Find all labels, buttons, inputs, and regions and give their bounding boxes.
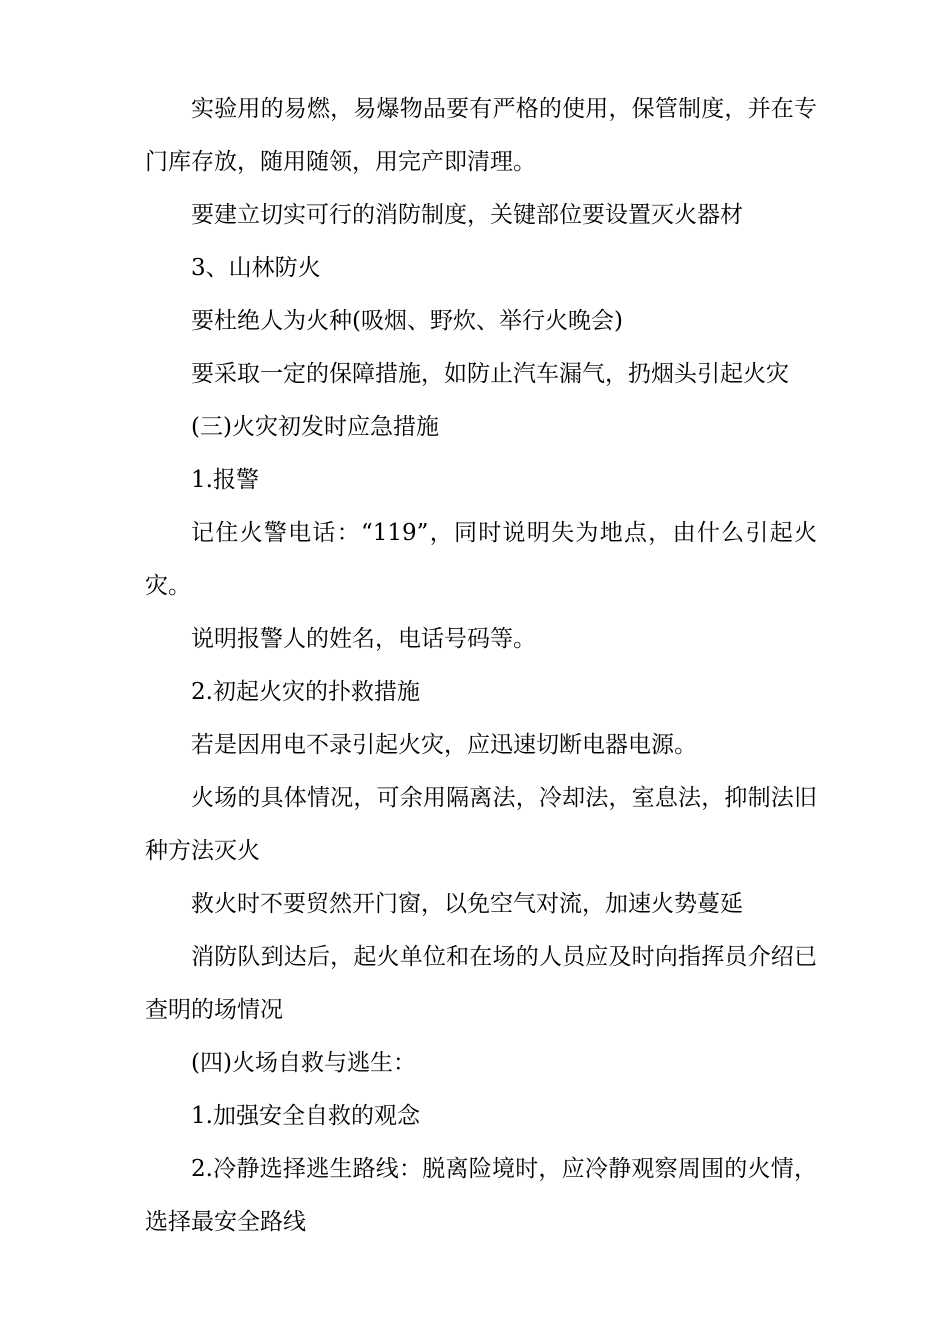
paragraph: 要建立切实可行的消防制度，关键部位要设置灭火器材 — [191, 202, 743, 228]
section-heading: (三)火灾初发时应急措施 — [191, 414, 439, 440]
subsection-heading: 1.加强安全自救的观念 — [191, 1103, 420, 1129]
paragraph: 2.冷静选择逃生路线：脱离险境时，应冷静观察周围的火情，选择最安全路线 — [145, 1156, 817, 1235]
document-page — [145, 83, 817, 1249]
paragraph: 说明报警人的姓名，电话号码等。 — [191, 626, 536, 652]
paragraph: 消防队到达后，起火单位和在场的人员应及时向指挥员介绍已查明的场情况 — [145, 944, 817, 1023]
paragraph: 若是因用电不录引起火灾，应迅速切断电器电源。 — [191, 732, 697, 758]
paragraph: 要杜绝人为火种(吸烟、野炊、举行火晚会) — [191, 308, 623, 334]
paragraph: 救火时不要贸然开门窗，以免空气对流，加速火势蔓延 — [191, 891, 743, 917]
subsection-heading: 2.初起火灾的扑救措施 — [191, 679, 420, 705]
section-heading: (四)火场自救与逃生： — [191, 1050, 416, 1076]
paragraph: 要采取一定的保障措施，如防止汽车漏气，扔烟头引起火灾 — [191, 361, 789, 387]
subsection-heading: 1.报警 — [191, 467, 259, 493]
section-heading: 3、山林防火 — [191, 255, 321, 281]
paragraph: 记住火警电话：“119”，同时说明失为地点，由什么引起火灾。 — [145, 520, 817, 599]
paragraph: 实验用的易燃，易爆物品要有严格的使用，保管制度，并在专门库存放，随用随领，用完产即清理。 — [145, 96, 817, 175]
paragraph: 火场的具体情况，可余用隔离法，冷却法，室息法，抑制法旧种方法灭火 — [145, 785, 817, 864]
